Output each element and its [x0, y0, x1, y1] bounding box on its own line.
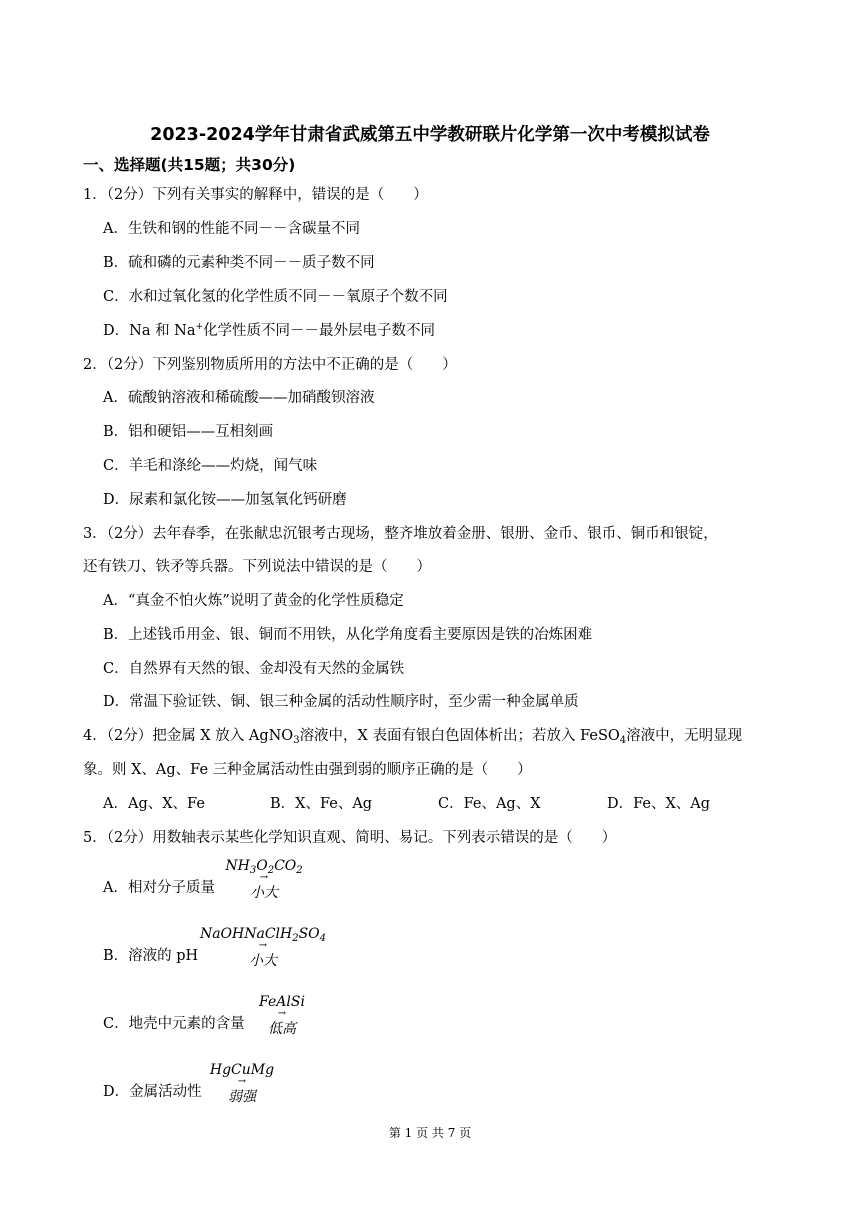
- q1-option-a: A．生铁和钢的性能不同－－含碳量不同: [103, 221, 360, 237]
- question-3-stem-line1: 3．（2分）去年春季，在张献忠沉银考古现场，整齐堆放着金册、银册、金币、银币、铜币和银锭，: [83, 526, 718, 542]
- arrow-icon: →: [259, 872, 269, 883]
- exam-title: 2023-2024学年甘肃省武威第五中学教研联片化学第一次中考模拟试卷: [150, 125, 710, 145]
- q3-option-b: B．上述钱币用金、银、铜而不用铁，从化学角度看主要原因是铁的冶炼困难: [103, 627, 593, 643]
- question-3-stem-line2: 还有铁刀、铁矛等兵器。下列说法中错误的是（ ）: [83, 559, 431, 575]
- q2-option-c: C．羊毛和涤纶——灼烧，闻气味: [103, 458, 318, 474]
- q5-c-formula-top: FeAlSi: [259, 994, 305, 1010]
- q1-option-c: C．水和过氧化氢的化学性质不同－－氧原子个数不同: [103, 289, 448, 305]
- q4-stem-part-b: 溶液中，X 表面有银白色固体析出；若放入 FeSO: [299, 728, 620, 744]
- q5-d-formula-top: HgCuMg: [209, 1062, 275, 1078]
- q4-stem-part-a: 4．（2分）把金属 X 放入 AgNO: [83, 728, 294, 744]
- q5-option-d-label: D．金属活动性: [103, 1084, 202, 1100]
- q4-sub-2: 4: [619, 735, 627, 746]
- q4-option-b: B．X、Fe、Ag: [270, 796, 373, 812]
- question-4-stem-line1: [83, 724, 742, 745]
- q1-d-sup: +: [195, 322, 204, 332]
- page-footer: 第 1 页 共 7 页: [388, 1126, 472, 1140]
- q5-option-b-label: B．溶液的 pH: [103, 948, 199, 964]
- q5-option-c-label: C．地壳中元素的含量: [103, 1016, 245, 1032]
- q4-option-c: C．Fe、Ag、X: [438, 796, 541, 812]
- q5-option-b-axis: [198, 926, 328, 970]
- q5-b-formula-top: $NaOHNaClH_2SO_4$: [199, 926, 327, 944]
- q2-option-a: A．硫酸钠溶液和稀硫酸——加硝酸钡溶液: [103, 390, 375, 406]
- q5-option-c-axis: [254, 994, 310, 1038]
- q4-option-d: D．Fe、X、Ag: [607, 796, 711, 812]
- question-5-stem: 5．（2分）用数轴表示某些化学知识直观、简明、易记。下列表示错误的是（ ）: [83, 830, 617, 846]
- q5-a-formula-top: $NH_3O_2CO_2$: [225, 858, 303, 876]
- arrow-icon: →: [237, 1076, 247, 1087]
- question-4-stem-line2: 象。则 X、Ag、Fe 三种金属活动性由强到弱的顺序正确的是（ ）: [83, 762, 532, 778]
- q5-b-axis-bottom: 小大: [249, 953, 277, 969]
- q1-d-pre: D．Na 和 Na: [103, 323, 196, 339]
- q5-option-a-label: A．相对分子质量: [103, 880, 215, 896]
- q3-option-c: C．自然界有天然的银、金却没有天然的金属铁: [103, 661, 405, 677]
- q5-option-d-axis: [206, 1062, 278, 1106]
- q3-option-a: A．“真金不怕火炼”说明了黄金的化学性质稳定: [103, 593, 404, 609]
- q1-d-post: 化学性质不同－－最外层电子数不同: [203, 323, 436, 339]
- question-1-stem: 1．（2分）下列有关事实的解释中，错误的是（ ）: [83, 187, 428, 203]
- arrow-icon: →: [258, 940, 268, 951]
- q2-option-b: B．铝和硬铝——互相刻画: [103, 424, 274, 440]
- q5-option-a-axis: [224, 858, 304, 902]
- section-heading: 一、选择题(共15题；共30分): [83, 156, 296, 174]
- q5-a-axis-bottom: 小大: [250, 885, 278, 901]
- q1-option-d: [103, 319, 435, 340]
- q5-c-axis-bottom: 低高: [268, 1021, 296, 1037]
- q3-option-d: D．常温下验证铁、铜、银三种金属的活动性顺序时，至少需一种金属单质: [103, 694, 579, 710]
- q1-option-b: B．硫和磷的元素种类不同－－质子数不同: [103, 255, 375, 271]
- q4-sub-1: 3: [293, 735, 300, 746]
- q4-stem-part-c: 溶液中，无明显现: [626, 728, 743, 744]
- arrow-icon: →: [277, 1008, 287, 1019]
- q5-d-axis-bottom: 弱强: [228, 1089, 256, 1105]
- q4-option-a: A．Ag、X、Fe: [103, 796, 205, 812]
- q2-option-d: D．尿素和氯化铵——加氢氧化钙研磨: [103, 492, 347, 508]
- question-2-stem: 2．（2分）下列鉴别物质所用的方法中不正确的是（ ）: [83, 357, 457, 373]
